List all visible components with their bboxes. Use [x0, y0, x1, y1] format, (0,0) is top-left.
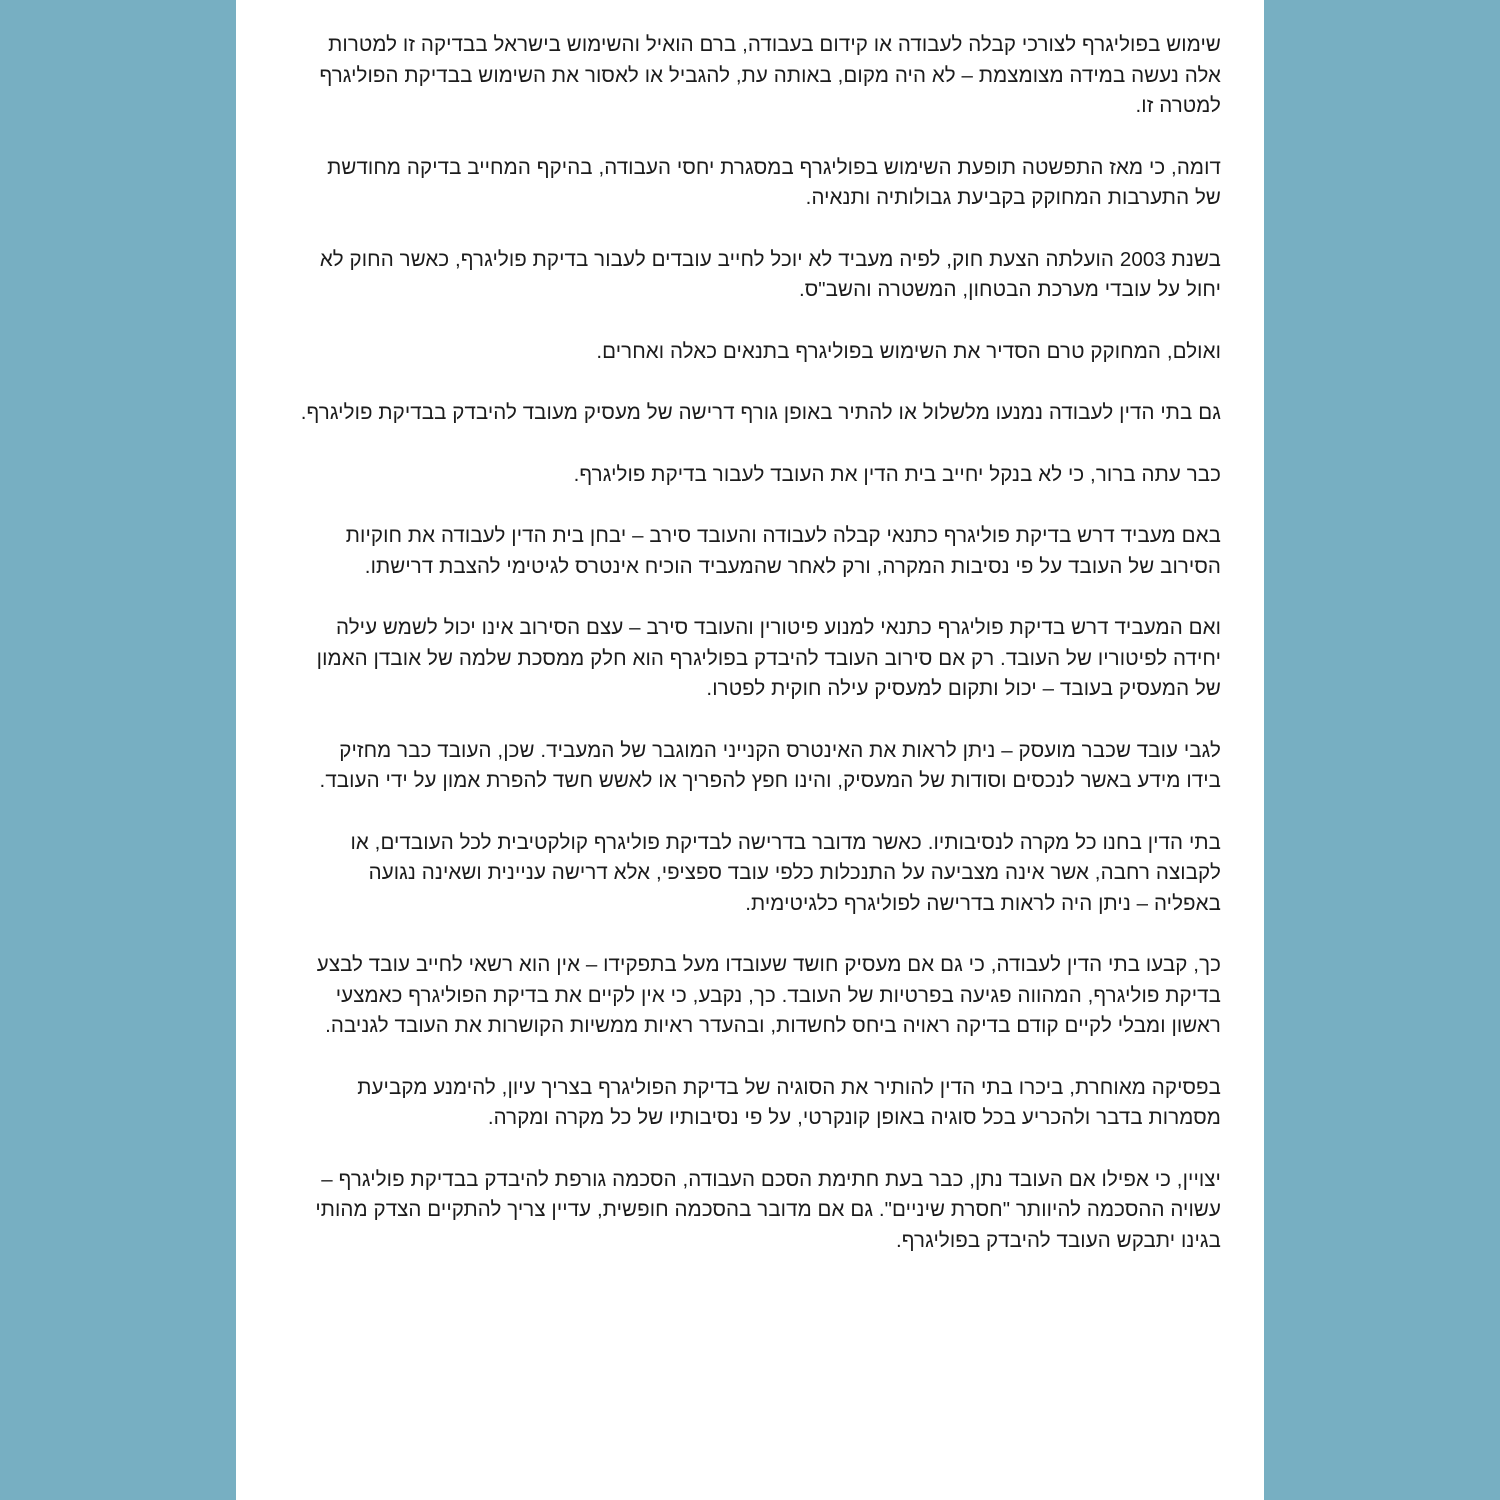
document-page [236, 0, 1264, 1500]
paragraph-8: ואם המעביד דרש בדיקת פוליגרף כתנאי למנוע פיטורין והעובד סירב – עצם הסירוב אינו יכול לשמש עילה יחידה לפיטוריו של העובד. רק אם סירוב העובד להיבדק בפוליגרף הוא חלק ממסכת שלמה של אובדן האמון של המעסיק בעובד – יכול ותקום למעסיק עילה חוקית לפטרו. [316, 616, 1221, 700]
paragraph-9: לגבי עובד שכבר מועסק – ניתן לראות את האינטרס הקנייני המוגבר של המעביד. שכן, העובד כבר מחזיק בידו מידע באשר לנכסים וסודות של המעסיק, והינו חפץ להפריך או לאשש חשד להפרת אמון על ידי העובד. [319, 738, 1221, 792]
paragraph-4: ואולם, המחוקק טרם הסדיר את השימוש בפוליגרף בתנאים כאלה ואחרים. [596, 339, 1221, 363]
paragraph-12: בפסיקה מאוחרת, ביכרו בתי הדין להותיר את הסוגיה של בדיקת הפוליגרף בצריך עיון, להימנע מקביעת מסמרות בדבר ולהכריע בכל סוגיה באופן קונקרטי, על פי נסיבותיו של כל מקרה ומקרה. [357, 1075, 1221, 1129]
paragraph-5: גם בתי הדין לעבודה נמנעו מלשלול או להתיר באופן גורף דרישה של מעסיק מעובד להיבדק בבדיקת פוליגרף. [300, 401, 1221, 424]
paragraph-1: שימוש בפוליגרף לצורכי קבלה לעבודה או קידום בעבודה, ברם הואיל והשימוש בישראל בבדיקה זו למטרות אלה נעשה במידה מצומצמת – לא היה מקום, באותה עת, להגביל או לאסור את השימוש בבדיקת הפוליגרף למטרה זו. [319, 33, 1221, 117]
paragraph-6: כבר עתה ברור, כי לא בנקל יחייב בית הדין את העובד לעבור בדיקת פוליגרף. [573, 462, 1221, 486]
paragraph-2: דומה, כי מאז התפשטה תופעת השימוש בפוליגרף במסגרת יחסי העבודה, בהיקף המחייב בדיקה מחודשת של התערבות המחוקק בקביעת גבולותיה ותנאיה. [327, 155, 1221, 209]
paragraph-3: בשנת 2003 הועלתה הצעת חוק, לפיה מעביד לא יוכל לחייב עובדים לעבור בדיקת פוליגרף, כאשר החוק לא יחול על עובדי מערכת הבטחון, המשטרה והשב"ס. [319, 247, 1221, 301]
paragraph-7: באם מעביד דרש בדיקת פוליגרף כתנאי קבלה לעבודה והעובד סירב – יבחן בית הדין לעבודה את חוקיות הסירוב של העובד על פי נסיבות המקרה, ורק לאחר שהמעביד הוכיח אינטרס לגיטימי להצבת דרישתו. [345, 524, 1221, 578]
paragraph-11: כך, קבעו בתי הדין לעבודה, כי גם אם מעסיק חושד שעובדו מעל בתפקידו – אין הוא רשאי לחייב עובד לבצע בדיקת פוליגרף, המהווה פגיעה בפרטיות של העובד. כך, נקבע, כי אין לקיים את בדיקת הפוליגרף כאמצעי ראשון ומבלי לקיים קודם בדיקה ראויה ביחס לחשדות, ובהעדר ראיות ממשיות הקושרות את העובד לגניבה. [316, 953, 1221, 1037]
paragraph-13: יצויין, כי אפילו אם העובד נתן, כבר בעת חתימת הסכם העבודה, הסכמה גורפת להיבדק בבדיקת פוליגרף – עשויה ההסכמה להיוותר "חסרת שיניים". גם אם מדובר בהסכמה חופשית, עדיין צריך להתקיים הצדק מהותי בגינו יתבקש העובד להיבדק בפוליגרף. [315, 1167, 1221, 1252]
paragraph-10: בתי הדין בחנו כל מקרה לנסיבותיו. כאשר מדובר בדרישה לבדיקת פוליגרף קולקטיבית לכל העובדים, או לקבוצה רחבה, אשר אינה מצביעה על התנכלות כלפי עובד ספציפי, אלא דרישה עניינית ושאינה נגועה באפליה – ניתן היה לראות בדרישה לפוליגרף כלגיטימית. [350, 830, 1221, 915]
